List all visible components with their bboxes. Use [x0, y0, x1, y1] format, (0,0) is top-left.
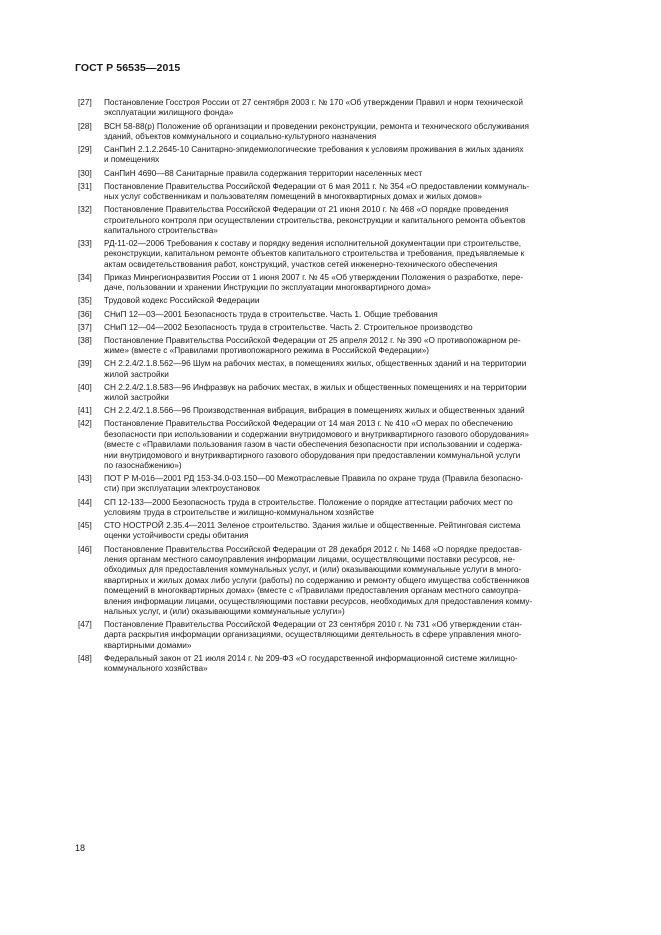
reference-text: Постановление Госстроя России от 27 сентября 2003 г. № 170 «Об утверждении Правил и норм технической эксплуатации жилищного фонда»	[104, 98, 524, 118]
reference-item	[78, 336, 618, 357]
reference-item	[78, 122, 618, 143]
reference-text: Приказ Минрегионразвития России от 1 июня 2007 г. № 45 «Об утверждении Положения о разработке, пере- даче, пользовании и хранении Инструкции по эксплуатации многоквартирного дома»	[104, 272, 524, 293]
reference-number: [35]	[78, 296, 92, 306]
reference-text: Федеральный закон от 21 июля 2014 г. № 209-ФЗ «О государственной информационной системе жилищно- коммунального хозяйства»	[104, 653, 518, 674]
reference-text: Трудовой кодекс Российской Федерации	[104, 296, 260, 306]
reference-text: СанПиН 4690—88 Санитарные правила содержания территории населенных мест	[104, 168, 423, 178]
reference-item	[78, 169, 618, 179]
reference-text: ВСН 58-88(р) Положение об организации и проведении реконструкции, ремонта и технического обслуживания зданий, объектов коммунального и социально-культурного назначения	[104, 121, 530, 141]
reference-item	[78, 98, 618, 119]
reference-text: СН 2.2.4/2.1.8.583—96 Инфразвук на рабочих местах, в жилых и общественных помещениях и на территории жилой застройки	[104, 382, 527, 403]
reference-item	[78, 545, 618, 618]
reference-text: Постановление Правительства Российской Федерации от 23 сентября 2010 г. № 731 «Об утверждении стан- дарта раскрытия информации организациями, осуществляющими деятельность в сфере управления много- квартирными домами»	[104, 620, 522, 650]
reference-item	[78, 521, 618, 542]
reference-item	[78, 383, 618, 404]
reference-text: Постановление Правительства Российской Федерации от 28 декабря 2012 г. № 1468 «О порядке предостав- ления органам местного самоуправления информации лицами, осуществляющими поставки ресурсов, не- обходимых для предоставления коммунальных услуг, и (или) оказывающими коммунальные услуги в много- квартирных и жилых домах либо услуги (работы) по содержанию и ремонту общего имущества собственников помещений в многоквартирных домах» (вместе с «Правилами предоставления органам местного самоупра- вления информации лицами, осуществляющими поставки ресурсов, необходимых для предоставления комму- нальных услуг, и (или) оказывающими коммунальные услуги»)	[104, 544, 533, 616]
reference-number: [47]	[78, 620, 92, 630]
reference-item	[78, 205, 618, 236]
reference-text: Постановление Правительства Российской Федерации от 25 апреля 2012 г. № 390 «О противопожарном ре- жиме» (вместе с «Правилами противопожарного режима в Российской Федерации»)	[104, 335, 521, 356]
reference-text: РД-11-02—2006 Требования к составу и порядку ведения исполнительной документации при строительстве, реконструкции, капитальном ремонте объектов капитального строительства и требования, предъявляемые к актам освидетельствования работ, конструкций, участков сетей инженерно-технического обеспечения	[104, 239, 525, 269]
reference-item	[78, 239, 618, 270]
reference-text: СТО НОСТРОЙ 2.35.4—2011 Зеленое строительство. Здания жилые и общественные. Рейтинговая система оценки устойчивости среды обитания	[104, 521, 521, 541]
reference-text: Постановление Правительства Российской Федерации от 21 июня 2010 г. № 468 «О порядке проведения строительного контроля при осуществлении строительства, реконструкции и капитального ремонта объектов капитального строительства»	[104, 205, 526, 235]
reference-number: [45]	[78, 521, 92, 530]
reference-number: [42]	[78, 419, 92, 429]
reference-text: Постановление Правительства Российской Федерации от 6 мая 2011 г. № 354 «О предоставлении коммуналь- ных услуг собственникам и пользователям помещений в многоквартирных домах и жилых домов»	[104, 181, 530, 201]
reference-item	[78, 323, 618, 333]
reference-item	[78, 654, 618, 675]
reference-item	[78, 296, 618, 306]
reference-text: СП 12-133—2000 Безопасность труда в строительстве. Положение о порядке аттестации рабочих мест по условиям труда в строительстве и жилищно-коммунальном хозяйстве	[104, 497, 513, 517]
reference-number: [41]	[78, 406, 92, 416]
reference-number: [30]	[78, 168, 92, 178]
reference-number: [40]	[78, 382, 92, 392]
reference-item	[78, 182, 618, 203]
reference-text: СНиП 12—04—2002 Безопасность труда в строительстве. Часть 2. Строительное производство	[104, 322, 473, 332]
reference-text: СанПиН 2.1.2.2645-10 Санитарно-эпидемиологические требования к условиям проживания в жилых зданиях и помещениях	[104, 145, 524, 165]
reference-item	[78, 419, 618, 471]
reference-text: СН 2.2.4/2.1.8.562—96 Шум на рабочих местах, в помещениях жилых, общественных зданий и на территории жилой застройки	[104, 359, 527, 379]
reference-number: [36]	[78, 309, 92, 319]
reference-number: [28]	[78, 121, 92, 131]
reference-text: СНиП 12—03—2001 Безопасность труда в строительстве. Часть 1. Общие требования	[104, 309, 438, 319]
reference-item	[78, 498, 618, 519]
document-header: ГОСТ Р 56535—2015	[75, 62, 181, 74]
reference-number: [38]	[78, 335, 92, 345]
reference-number: [31]	[78, 181, 92, 191]
reference-item	[78, 273, 618, 294]
reference-number: [46]	[78, 544, 92, 554]
reference-item	[78, 145, 618, 166]
reference-number: [29]	[78, 145, 92, 154]
bibliography-list	[78, 98, 618, 677]
reference-text: СН 2.2.4/2.1.8.566—96 Производственная вибрация, вибрация в помещениях жилых и общественных зданий	[104, 406, 525, 416]
reference-number: [34]	[78, 272, 92, 282]
page-number: 18	[75, 843, 86, 853]
reference-number: [27]	[78, 98, 92, 107]
reference-item	[78, 474, 618, 495]
reference-number: [33]	[78, 239, 92, 248]
reference-item	[78, 620, 618, 651]
reference-number: [43]	[78, 474, 92, 483]
reference-number: [39]	[78, 359, 92, 369]
reference-number: [48]	[78, 653, 92, 663]
reference-item	[78, 359, 618, 380]
reference-item	[78, 406, 618, 416]
reference-text: ПОТ Р М-016—2001 РД 153-34.0-03.150—00 Межотраслевые Правила по охране труда (Правила безопасно- сти) при эксплуатации электроустановок	[104, 474, 524, 494]
reference-number: [44]	[78, 497, 92, 507]
reference-number: [37]	[78, 322, 92, 332]
reference-text: Постановление Правительства Российской Федерации от 14 мая 2013 г. № 410 «О мерах по обеспечению безопасности при использовании и содержании внутридомового и внутриквартирного газового оборудования» (вместе с «Правилами пользования газом в части обеспечения безопасности при использовании и содержа- нии внутридомового и внутриквартирного газового оборудования при предоставлении коммунальной услуги по газоснабжению»)	[104, 419, 529, 470]
reference-item	[78, 310, 618, 320]
reference-number: [32]	[78, 205, 92, 215]
